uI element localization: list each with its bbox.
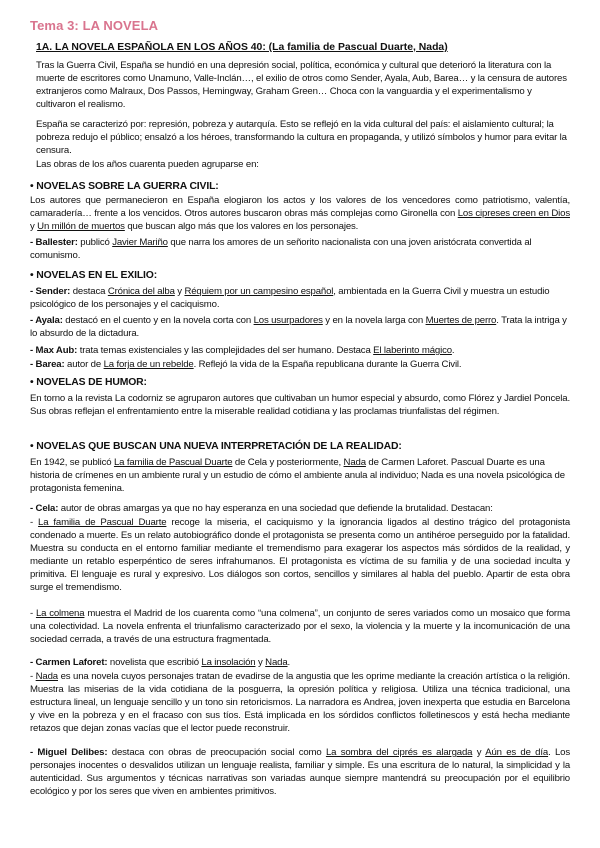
book-title: La insolación [201,657,256,668]
book-title: Los usurpadores [253,315,323,326]
new-interpretation-paragraph: En 1942, se publicó La familia de Pascual Duarte de Cela y posteriormente, Nada de Carmen Laforet. Pascual Duarte es una historia de crímenes en un ambiente rural y un estudio de cómo el ambiente anula al individuo; Nada es una novela psicológica de protagonista femenina. [30,457,565,495]
humor-novels-heading: • NOVELAS DE HUMOR: [30,377,147,388]
aub-paragraph: - Max Aub: trata temas existenciales y las complejidades del ser humano. Destaca El laberinto mágico. [30,345,455,356]
author-name: - Sender: [30,286,71,297]
nada-paragraph: - Nada es una novela cuyos personajes tratan de evadirse de la angustia que les oprime mediante la creación artística o la religión. Muestra las miserias de la vida cotidiana de la posguerra, la opresión política y religiosa. Utiliza una técnica tradicional, una estructura lineal, un lenguaje sencillo y un tono sin retoricismos. La narradora es Andrea, joven inexperta que estudia en Barcelona y vive en la pobreza y en el fracaso con sus tíos. Está implicada en los sórdidos conflictos folletinescos y está hecha mediante retazos que dejan zonas vacías que el lector puede reconstruir. [30,671,570,735]
book-title: Un millón de muertos [37,221,125,233]
author-name: - Carmen Laforet: [30,657,108,668]
book-title: Los cipreses creen en Dios [457,208,570,220]
book-title: La colmena [35,608,85,619]
author-name: - Ballester: [30,237,78,248]
new-interpretation-heading: • NOVELAS QUE BUSCAN UNA NUEVA INTERPRETACIÓN DE LA REALIDAD: [30,441,402,452]
book-title: Javier Mariño [112,237,168,248]
laforet-paragraph: - Carmen Laforet: novelista que escribió La insolación y Nada. [30,657,291,668]
author-name: - Miguel Delibes: [30,747,108,758]
book-title: La familia de Pascual Duarte [113,457,233,468]
magazine-title: La codorniz [114,393,163,404]
intro-paragraph-1: Tras la Guerra Civil, España se hundió en una depresión social, política, económica y cultural que deterioró la literatura con la muerte de escritores como Unamuno, Valle-Inclán…, el exilio de otros como Sender, Ayala, Aub, Barea… y la censura de autores extranjeros como Malraux, Dos Passos, Hemingway, Graham Green… Choca con la vanguardia y el experimentalismo y cultivaron el realismo. [36,60,567,111]
book-title: Muertes de perro [425,315,497,326]
civil-war-novels-heading: • NOVELAS SOBRE LA GUERRA CIVIL: [30,181,219,192]
familia-pascual-paragraph: - La familia de Pascual Duarte recoge la miseria, el caciquismo y la ignorancia ligados al destino trágico del protagonista condenado a muerte. Es un relato autobiográfico donde el protagonista se presenta como un antihéroe perseguido por la fatalidad. Muestra su conducta en el entorno familiar mediante el tremendismo para exagerar los aspectos más sórdidos de la realidad, y mediante un retablo esperpéntico de seres infrahumanos. El protagonista es víctima de su familia y de una sociedad inculta y primitiva. El lenguaje es rural y expresivo. Los diálogos son cortos, sencillos y similares al habla del pueblo. Apartir de esta obra surge el tremendismo. [30,517,571,594]
page-title: Tema 3: LA NOVELA [30,18,159,33]
book-title: La sombra del ciprés es alargada [325,747,473,758]
book-title: Crónica del alba [107,286,175,297]
delibes-paragraph: - Miguel Delibes: destaca con obras de preocupación social como La sombra del ciprés es alargada y Aún es de día. Los personajes inocentes o desvalidos utilizan un lenguaje realista, familiar y simple. Es una escritura de lo natural, la simplicidad y la autenticidad. Sus argumentos y técnicas narrativas son variadas aunque siempre mantendrá su preocupación por el equilibrio ecológico y por los seres que viven en ambientes primitivos. [30,747,570,798]
author-name: - Barea: [30,359,65,370]
book-title: La forja de un rebelde [103,359,194,370]
cela-paragraph: - Cela: autor de obras amargas ya que no hay esperanza en una sociedad que defiende la brutalidad. Destacan: [30,503,493,514]
book-title: Nada [265,657,288,668]
book-title: Nada [343,457,366,468]
intro-paragraph-3: Las obras de los años cuarenta pueden agruparse en: [36,159,259,170]
author-name: - Cela: [30,503,59,514]
author-name: - Max Aub: [30,345,78,356]
ballester-paragraph: - Ballester: publicó Javier Mariño que narra los amores de un señorito nacionalista con una joven aristócrata convertida al comunismo. [30,237,532,262]
book-title: Réquiem por un campesino español [184,286,334,297]
exile-novels-heading: • NOVELAS EN EL EXILIO: [30,270,158,281]
sender-paragraph: - Sender: destaca Crónica del alba y Réquiem por un campesino español, ambientada en la Guerra Civil y muestra un estudio psicológico de los personajes y el caciquismo. [30,286,550,311]
barea-paragraph: - Barea: autor de La forja de un rebelde. Reflejó la vida de la España republicana durante la Guerra Civil. [30,359,462,370]
colmena-paragraph: - La colmena muestra el Madrid de los cuarenta como “una colmena”, un conjunto de seres variados como un mosaico que forma una colectividad. La novela enfrenta el triunfalismo caracterizado por el sexo, la violencia y la muerte y la incomunicación de una sociedad cerrada, a través de una estructura fragmentada. [30,608,570,646]
book-title: Nada [35,671,58,682]
book-title: La familia de Pascual Duarte [38,517,167,528]
ayala-paragraph: - Ayala: destacó en el cuento y en la novela corta con Los usurpadores y en la novela larga con Muertes de perro. Trata la intriga y lo absurdo de la dictadura. [30,315,567,340]
book-title: Aún es de día [485,747,549,758]
section-heading: 1A. LA NOVELA ESPAÑOLA EN LOS AÑOS 40: (La familia de Pascual Duarte, Nada) [36,42,448,53]
humor-paragraph: En torno a la revista La codorniz se agruparon autores que cultivaban un humor especial y absurdo, como Flórez y Jardiel Poncela. Sus obras reflejan el enfrentamiento entre la miserable realidad cotidiana y las proclamas triunfalistas del régimen. [30,393,570,418]
author-name: - Ayala: [30,315,63,326]
intro-paragraph-2: España se caracterizó por: represión, pobreza y autarquía. Esto se reflejó en la vida cultural del país: el aislamiento cultural; la pobreza redujo el público; ensalzó a los héroes, transformando la cultura en propaganda, y utilizó símbolos y humor para evitar la censura. [36,119,567,157]
civil-war-paragraph: Los autores que permanecieron en España elogiaron los actos y los valores de los vencedores como patriotismo, valentía, camaradería… frente a los vencidos. Otros autores buscaron obras más complejas como Gironella con Los cipreses creen en Dios y Un millón de muertos que buscan algo más que los valores en los personajes. [30,195,570,233]
book-title: El laberinto mágico [373,345,452,356]
